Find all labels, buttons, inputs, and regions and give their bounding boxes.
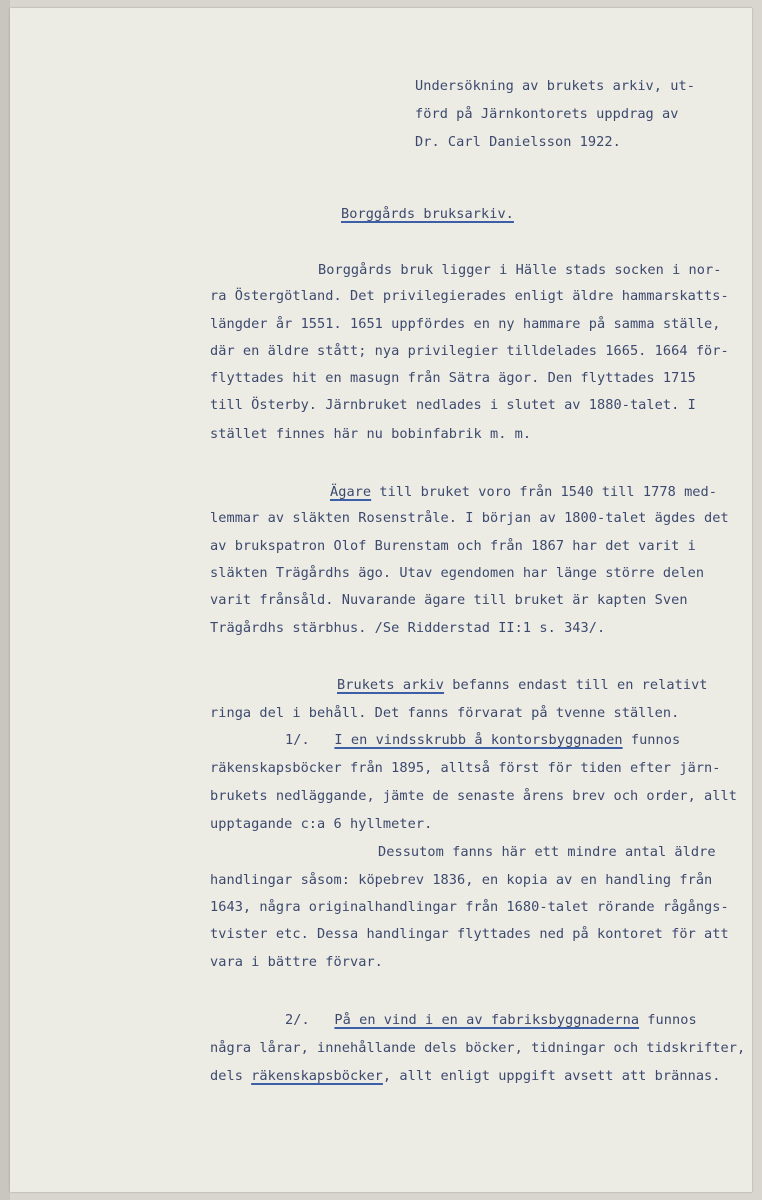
- header-line-1: Undersökning av brukets arkiv, ut-: [415, 78, 695, 94]
- item2-place: På en vind i en av fabriksbyggnaderna: [334, 1012, 640, 1028]
- archive-keyword: Brukets arkiv: [337, 677, 445, 693]
- header-line-2: förd på Järnkontorets uppdrag av: [415, 106, 679, 122]
- owners-keyword: Ägare: [330, 484, 372, 500]
- section-title: Borggårds bruksarkiv.: [341, 206, 514, 222]
- item1-number: 1/.: [285, 732, 310, 748]
- para1-line-5: flyttades hit en masugn från Sätra ägor. Den flyttades 1715: [210, 370, 696, 386]
- item1-line-3: brukets nedläggande, jämte de senaste årens brev och order, allt: [210, 788, 737, 804]
- item1-line-1: 1/. I en vindsskrubb å kontorsbyggnaden funnos: [285, 732, 681, 748]
- para2-line-5: varit frånsåld. Nuvarande ägare till bruket är kapten Sven: [210, 592, 688, 608]
- document-page: [10, 8, 752, 1192]
- para2-line-6: Trägårdhs stärbhus. /Se Ridderstad II:1 s. 343/.: [210, 620, 606, 636]
- para2-line-2: lemmar av släkten Rosenstråle. I början av 1800-talet ägdes det: [210, 510, 729, 526]
- para1-line-3: längder år 1551. 1651 uppfördes en ny hammare på samma ställe,: [210, 316, 721, 332]
- para2-line-1: Ägare till bruket voro från 1540 till 1778 med-: [330, 484, 718, 500]
- para2-line-3: av brukspatron Olof Burenstam och från 1867 har det varit i: [210, 538, 696, 554]
- accounts-keyword: räkenskapsböcker: [251, 1068, 383, 1084]
- para4-line-2: handlingar såsom: köpebrev 1836, en kopia av en handling från: [210, 872, 713, 888]
- para4-line-4: tvister etc. Dessa handlingar flyttades ned på kontoret för att: [210, 926, 729, 942]
- item2-line-3: dels räkenskapsböcker, allt enligt uppgift avsett att brännas.: [210, 1068, 721, 1084]
- para1-line-4: där en äldre stått; nya privilegier tilldelades 1665. 1664 för-: [210, 343, 729, 359]
- item1-line-2: räkenskapsböcker från 1895, alltså först för tiden efter järn-: [210, 760, 721, 776]
- para3-line-1: Brukets arkiv befanns endast till en relativt: [337, 677, 708, 693]
- para4-line-5: vara i bättre förvar.: [210, 954, 383, 970]
- para2-line-4: släkten Trägårdhs ägo. Utav egendomen har länge större delen: [210, 565, 705, 581]
- para1-line-1: Borggårds bruk ligger i Hälle stads socken i nor-: [318, 262, 722, 278]
- header-line-3: Dr. Carl Danielsson 1922.: [415, 134, 621, 150]
- item2-line-2: några lårar, innehållande dels böcker, tidningar och tidskrifter,: [210, 1040, 746, 1056]
- para4-line-1: Dessutom fanns här ett mindre antal äldre: [378, 844, 716, 860]
- scan-background: [0, 0, 10, 1200]
- para1-line-7: stället finnes här nu bobinfabrik m. m.: [210, 426, 532, 442]
- item2-line-1: 2/. På en vind i en av fabriksbyggnaderna funnos: [285, 1012, 697, 1028]
- para1-line-2: ra Östergötland. Det privilegierades enligt äldre hammarskatts-: [210, 288, 729, 304]
- item1-line-4: upptagande c:a 6 hyllmeter.: [210, 816, 433, 832]
- para1-line-6: till Österby. Järnbruket nedlades i slutet av 1880-talet. I: [210, 397, 696, 413]
- item2-number: 2/.: [285, 1012, 310, 1028]
- para4-line-3: 1643, några originalhandlingar från 1680-talet rörande rågångs-: [210, 899, 729, 915]
- para3-line-2: ringa del i behåll. Det fanns förvarat på tvenne ställen.: [210, 705, 680, 721]
- item1-place: I en vindsskrubb å kontorsbyggnaden: [334, 732, 623, 748]
